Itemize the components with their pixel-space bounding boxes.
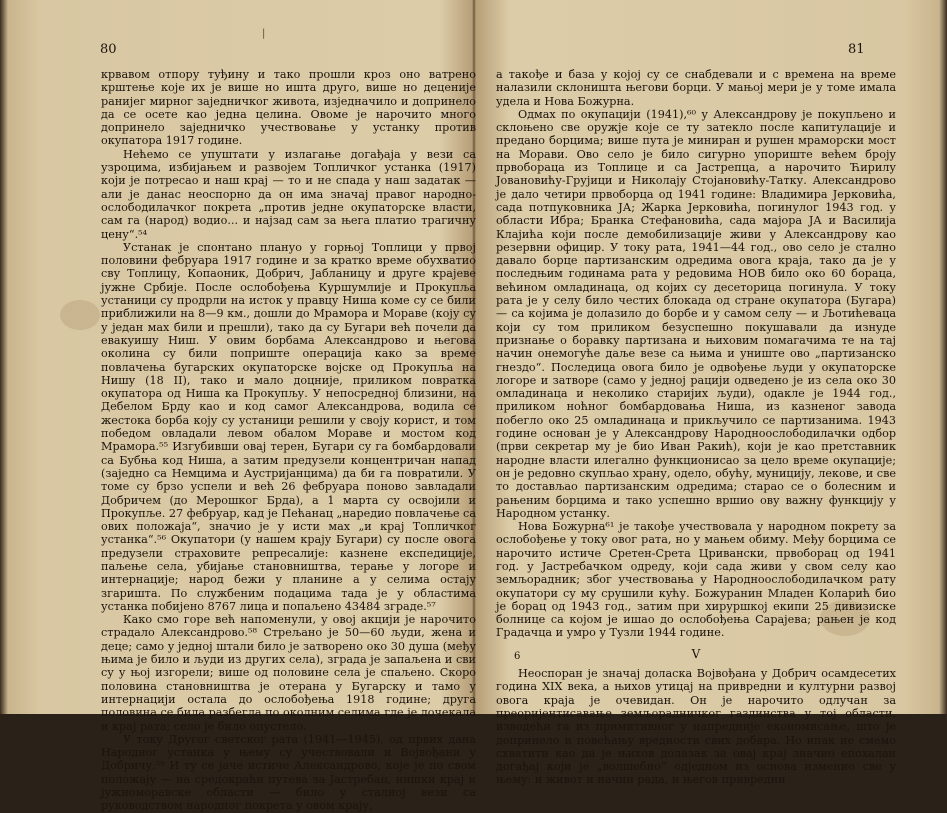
- section-heading: V: [691, 646, 701, 661]
- paragraph: У току Другог светског рата (1941—1945), од првих дана Народног устанка у њему су учествовали и Војвођани у Добричу.⁵⁹ И ту се јаче истиче Александрово, које је по свом положају — на средокраћи путева за Јастребац, нишки крај и јужноморавске области — било у сталној вези са руководством народног покрета у овом крају,: [101, 732, 476, 813]
- paragraph: Нова Божурна⁶¹ је такође учествовала у народном покрету за ослобођење у току овог рата, но у мањем обиму. Међу борцима се нарочито истиче Сретен-Срета Цривански, првоборац од 1941 год. у Јастребачком одреду, који сада живи у свом селу као земљорадник; због учествовања у Народноослободилачком рату окупатори су му срушили кућу. Божуранин Младен Коларић био је борац од 1943 год., затим при хируршкој екипи 25 дивизиске болнице са којом је ишао до ослобођења Сарајева; рањен је код Градачца и умро у Тузли 1944 године.: [496, 520, 896, 640]
- paragraph: Одмах по окупацији (1941),⁶⁰ у Александрову је покупљено и склоњено све оружје које се ту затекло после капитулације и предано борцима; више пута је миниран и рушен мраморски мост на Морави. Ово село је било сигурно упориште већем броју првобораца из Топлице и са Јастрепца, а нарочито Ћирилу Јовановићу-Грујици и Николају Стојановићу-Татку. Александрово је дало четири првоборца од 1941 године: Владимира Јерковића, сада потпуковника ЈА; Жарка Јерковића, погинулог 1943 год. у области Ибра; Бранка Стефановића, сада мајора ЈА и Василија Клајића који после демобилизације живи у Александрову као резервни официр. У току рата, 1941—44 год., ово село је стално давало борце партизанским одредима овога краја, тако да је у последњим годинама рата у редовима НОВ било око 60 бораца, већином омладинаца, од којих су десеторица погинула. У току рата је у селу било честих блокада од стране окупатора (Бугара) — са којима је долазило до борбе и у самом селу — и Љотићеваца који су том приликом безуспешно покушавали да изнуде признање о боравку партизана и њиховим помагачима те на тај начин онемогуће даље везе са њима и униште ово „партизанско гнездо“. Последица овога било је одвођење људи у окупаторске логоре и затворе (само у једној рацији одведено је из села око 30 омладинаца и неколико старијих људи), одакле је 1944 год., приликом ноћног бомбардовања Ниша, из казненог завода побегло око 25 омладинаца и прикључило се партизанима. 1943 године основан је у Александрову Народноослободилачки одбор (први секретар му је био Иван Ракић), који је као претставник народне власти илегално функционисао за цело време окупације; он је редовно скупљао храну, одело, обућу, муницију, лекове, и све то достављао партизанским одредима; старао се о болесним и рањеним борцима и тако успешно вршио ову важну функцију у Народном устанку.: [496, 107, 896, 520]
- paragraph: Неоспоран је значај доласка Војвођана у Добрич осамдесетих година XIX века, а њихов утицај на привредни и културни развој овога краја је очевидан. Он је нарочито одлучан за преоријентисавање земљорадничког газдинства у тој области, изводећи га из примитивног у напредније економисање, што је допринело и повећању вредности свих добара. Но ипак не смемо схватити као да је њихов долазак за овај крај значио епохалан догађај који је „волшебно“ одједном из основа изменио све у њему: и живот и начин рада, и његов привредни: [496, 667, 896, 787]
- paragraph: Како смо горе већ напоменули, у овој акцији је нарочито страдало Александрово.⁵⁸ Стрељано је 50—60 људи, жена и деце; само у једној штали било је затворено око 30 душа (међу њима је било и људи из других села), зграда је запаљена и сви су у њој изгорели; више од половине села је спаљено. Скоро половина становништва је отерана у Бугарску и тамо у интернацији остала до ослобођења 1918 године; друга половина се била разбегла по околним селима где је дочекала и крај рата; село је било опустело.: [101, 613, 476, 733]
- right-page-text: [496, 68, 896, 787]
- page-number: 80: [100, 42, 117, 57]
- left-page-text: [101, 68, 476, 813]
- signature-mark: 6: [514, 651, 521, 662]
- paragraph: Нећемо се упуштати у излагање догађаја у вези са узроцима, избијањем и развојем Топличког устанка (1917) који је потресао и наш крај — то и не спада у наш задатак — али је данас неоспорно да он има значај правог народно-ослободилачког покрета „против једне окупаторске власти, сам га (народ) водио... и најзад сам за њега платио трагичну цену“.⁵⁴: [101, 147, 476, 241]
- paragraph: Устанак је спонтано плануо у горњој Топлици у првој половини фебруара 1917 године и за кратко време обухватио сву Топлицу, Копаоник, Добрич, Јабланицу и друге крајеве јужне Србије. После ослобођења Куршумлије и Прокупља устаници су продрли на исток у правцу Ниша коме су се били приближили на 8—9 км., дошли до Мрамора и Мораве (коју су у један мах били и прешли), тако да су Бугари већ почели да евакуишу Ниш. У овим борбама Александрово и његова околина су били поприште операција како за време повлачења бугарских окупаторске војске од Прокупља на Нишу (18 II), тако и мало доцније, приликом повратка окупатора од Ниша ка Прокупљу. У непосредној близини, на Дебелом Брду као и код самог Александрова, водила се жестока борба коју су устаници решили у своју корист, и том победом овладали левом обалом Мораве и мостом код Мрамора.⁵⁵ Изгубивши овај терен, Бугари су га бомбардовали са Бубња код Ниша, а затим предузели концентричан напад (заједно са Немцима и Аустријанцима) да би га повратили. У томе су брзо успели и већ 26 фебруара поново завладали Добричем (до Мерошког Брда), а 1 марта су освојили и Прокупље. 27 фебруар, кад је Пећанац „наредио повлачење са ових положаја“, значио је у исти мах „и крај Топличког устанка“.⁵⁶ Окупатори (у нашем крају Бугари) су после овога предузели страховите репресалије: казнене експедиције, паљење села, убијање становништва, терање у логоре и интернације; народ бежи у планине а у селима остају згаришта. По службеним подацима тада је у областима устанка побијено 8767 лица и попаљено 43484 зграде.⁵⁷: [101, 240, 476, 613]
- paragraph: крвавом отпору туђину и тако прошли кроз оно ватрено крштење које их је више но ишта друго, више но деценије ранијег мирног заједничког живота, изједначило и допринело да се осете као једна целина. Овоме је нарочито много допринело заједничко учествовање у устанку против окупатора 1917 године.: [101, 68, 476, 148]
- page-number: 81: [848, 42, 865, 57]
- top-mark: |: [262, 28, 266, 39]
- paragraph: а такође и база у којој су се снабдевали и с времена на време налазили склоништа његови борци. У мањој мери је у томе имала удела и Нова Божурна.: [496, 68, 896, 108]
- right-page: [474, 0, 947, 787]
